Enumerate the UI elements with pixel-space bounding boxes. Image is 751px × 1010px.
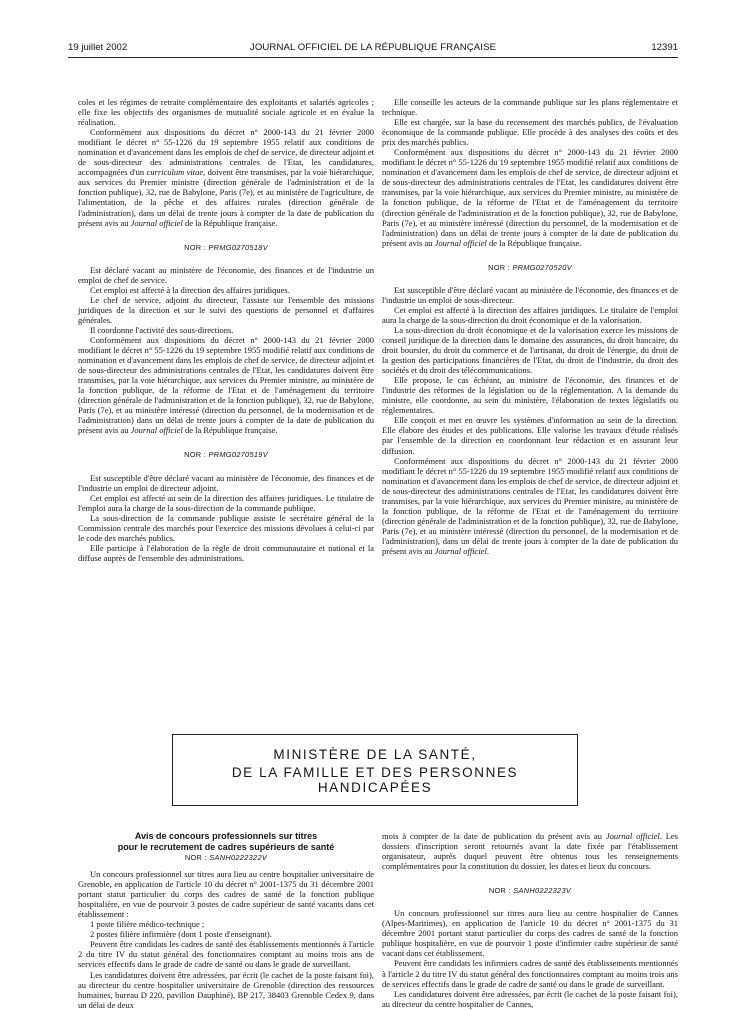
left-column: [78, 97, 374, 563]
paragraph: Un concours professionnel sur titres aura lieu au centre hospitalier de Cannes (Alpes-Maritimes), en application de l'article 10 du décret n° 2001-1375 du 31 décembre 2001 portant statut particulier du corps des cadres de santé de la fonction publique hospitalière, en vue de pourvoir 1 poste d'infirmier cadre supérieur de santé vacant dans cet établissement.: [382, 908, 678, 959]
nor-reference: NOR : SANH0222322V: [184, 853, 268, 862]
paragraph: Cet emploi est affecté au sein de la direction des affaires juridiques. Le titulaire de l'emploi aura la charge de la sous-direction de la commande publique.: [78, 492, 374, 513]
page-header: [68, 42, 678, 56]
right-column: [382, 97, 678, 556]
paragraph: Elle participe à l'élaboration de la règle de droit communautaire et national et la diffuse auprès de l'ensemble des administrations.: [78, 542, 374, 563]
notice-subtitle: pour le recrutement de cadres supérieurs de santé: [117, 842, 335, 852]
ministry-heading-box: [172, 734, 578, 806]
ministry-heading-line2: DE LA FAMILLE ET DES PERSONNES HANDICAPÉES: [231, 765, 519, 795]
paragraph: 2 postes filière infirmière (dont 1 poste d'enseignant).: [90, 929, 272, 940]
paragraph: coles et les régimes de retraite complémentaire des exploitants et salariés agricoles ; elle fixe les objectifs des organismes de mutualité sociale agricole et en évalue la réalisation.: [78, 97, 374, 128]
paragraph: Conformément aux dispositions du décret n° 2000-143 du 21 février 2000 modifiant le décret n° 55-1226 du 19 septembre 1955 modifié relatif aux conditions de nomination et d'avancement dans les emplois de chef de service, de directeur adjoint et de sous-directeur des administrations centrales de l'Etat, les candidatures doivent être transmises, par la voie hiérarchique, aux services du Premier ministre, au ministère de la fonction publique, de la réforme de l'Etat et de l'aménagement du territoire (direction générale de l'administration et de la fonction publique), 32, rue de Babylone, Paris (7e), et au ministère intéressé (direction du personnel, de la modernisation et de l'administration), dans un délai de trente jours à compter de la date de publication du présent avis au Journal officiel.: [382, 455, 678, 556]
paragraph: Conformément aux dispositions du décret n° 2000-143 du 21 février 2000 modifiant le décret n° 55-1226 du 19 septembre 1955 relatif aux conditions de nomination et d'avancement dans les emplois de chef de service, de directeur adjoint et de sous-directeur des administrations centrales de l'Etat, les candidatures, accompagnées d'un curriculum vitae, doivent être transmises, par la voie hiérarchique, aux services du Premier ministre (direction générale de l'administration et de la fonction publique), 32, rue de Babylone, Paris (7e), et au ministère de l'agriculture, de l'alimentation, de la pêche et des affaires rurales (direction générale de l'administration), dans un délai de trente jours à compter de la date de publication du présent avis au Journal officiel de la République française.: [78, 127, 375, 228]
nor-reference: NOR : SANH0222323V: [488, 886, 572, 896]
paragraph: Est susceptible d'être déclaré vacant au ministère de l'économie, des finances et de l'industrie un emploi de sous-directeur.: [382, 284, 678, 305]
paragraph: mois à compter de la date de publication du présent avis au Journal officiel. Les dossiers d'inscription seront retournés avant la date fixée par l'établissement organisateur, auprès duquel peuvent être obtenus tous les renseignements complémentaires pour la constitution du dossier, les dates et lieux du concours.: [382, 831, 678, 872]
nor-reference: NOR : PRMG0270519V: [184, 450, 268, 460]
bottom-left-column: [78, 831, 374, 1010]
paragraph: La sous-direction de la commande publique assiste le secrétaire général de la Commission centrale des marchés pour l'exercice des missions dévolues à celui-ci par le code des marchés publics.: [78, 512, 374, 543]
paragraph: Elle conseille les acteurs de la commande publique sur les plans réglementaire et technique.: [382, 97, 678, 118]
ministry-heading-line1: MINISTÈRE DE LA SANTÉ,: [273, 747, 477, 762]
paragraph: 1 poste filière médico-technique ;: [90, 919, 205, 930]
paragraph: Il coordonne l'activité des sous-directions.: [90, 324, 234, 335]
paragraph: Peuvent être candidats les infirmiers cadres de santé des établissements mentionnés à l'article 2 du titre IV du statut général des fonctionnaires comptant au moins trois ans de services effectifs dans le grade de cadre de santé ou dans le grade de surveillant.: [382, 958, 678, 989]
paragraph: Cet emploi est affecté à la direction des affaires juridiques.: [90, 284, 290, 295]
paragraph: Un concours professionnel sur titres aura lieu au centre hospitalier universitaire de Grenoble, en application de l'article 10 du décret n° 2001-1375 du 31 décembre 2001 portant statut particulier du corps des cadres de santé de la fonction publique hospitalière, en vue de pourvoir 3 postes de cadre supérieur de santé vacants dans cet établissement :: [78, 869, 374, 920]
paragraph: Peuvent être candidats les cadres de santé des établissements mentionnés à l'article 2 du titre IV du statut général des fonctionnaires comptant au moins trois ans de services effectifs dans le grade de cadre de santé ou dans le grade de surveillant.: [78, 939, 374, 970]
paragraph: Elle conçoit et met en œuvre les systèmes d'information au sein de la direction. Elle élabore des études et des publications. Elle valorise les travaux d'étude réalisés par l'ensemble de la direction en coordonnant leur rédaction et en assurant leur diffusion.: [382, 415, 678, 456]
paragraph: Elle est chargée, sur la base du recensement des marchés publics, de l'évaluation économique de la commande publique. Elle procède à des analyses des coûts et des prix des marchés publics.: [382, 117, 678, 148]
paragraph: Conformément aux dispositions du décret n° 2000-143 du 21 février 2000 modifiant le décret n° 55-1226 du 19 septembre 1955 modifié relatif aux conditions de nomination et d'avancement dans les emplois de chef de service, de directeur adjoint et de sous-directeur des administrations centrales de l'Etat, les candidatures doivent être transmises, par la voie hiérarchique, aux services du Premier ministre, au ministère de la fonction publique, de la réforme de l'Etat et de l'aménagement du territoire (direction générale de l'administration et de la fonction publique), 32, rue de Babylone, Paris (7e), et au ministère intéressé (direction du personnel, de la modernisation et de l'administration) dans un délai de trente jours à compter de la date de publication du présent avis au Journal officiel de la République française.: [382, 147, 678, 248]
header-title: JOURNAL OFFICIEL DE LA RÉPUBLIQUE FRANÇAISE: [249, 42, 497, 53]
paragraph: Les candidatures doivent être adressées, par écrit (le cachet de la poste faisant foi), au directeur du centre hospitalier de Cannes,: [382, 988, 678, 1009]
nor-reference: NOR : PRMG0270518V: [184, 242, 268, 252]
header-date: 19 juillet 2002: [68, 42, 128, 53]
paragraph: Conformément aux dispositions du décret n° 2000-143 du 21 février 2000 modifiant le décret n° 55-1226 du 19 septembre 1955 modifié relatif aux conditions de nomination et d'avancement dans les emplois de chef de service, de directeur adjoint et de sous-directeur des administrations centrales de l'Etat, les candidatures doivent être transmises, par la voie hiérarchique, aux services du Premier ministre, au ministère de la fonction publique, de la réforme de l'Etat et de l'aménagement du territoire (direction générale de l'administration et de la fonction publique), 32, rue de Babylone, Paris (7e), et au ministère intéressé (direction du personnel, de la modernisation et de l'administration) dans un délai de trente jours à compter de la date de publication du présent avis au Journal officiel de la République française.: [78, 334, 374, 436]
paragraph: Cet emploi est affecté à la direction des affaires juridiques. Le titulaire de l'emploi aura la charge de la sous-direction du droit économique et de la valorisation.: [382, 304, 678, 325]
header-page-number: 12391: [651, 42, 678, 53]
paragraph: Elle propose, le cas échéant, au ministre de l'économie, des finances et de l'industrie des réformes de la législation ou de la réglementation. A la demande du ministre, elle coordonne, au sein du ministère, l'élaboration de textes législatifs ou réglementaires.: [382, 375, 678, 416]
paragraph: Le chef de service, adjoint du directeur, l'assiste sur l'ensemble des missions juridiques de la direction et sur le suivi des questions de personnel et d'affaires générales.: [78, 294, 374, 325]
bottom-right-column: [382, 831, 678, 1009]
paragraph: Les candidatures doivent être adressées, par écrit (le cachet de la poste faisant foi), au directeur du centre hospitalier universitaire de Grenoble (direction des ressources humaines, bureau D 220, pavillon Dauphiné), BP 217, 38403 Grenoble Cedex 9, dans un délai de deux: [78, 969, 374, 1010]
nor-reference: NOR : PRMG0270520V: [488, 262, 572, 272]
notice-title: Avis de concours professionnels sur titres: [134, 831, 318, 841]
paragraph: Est déclaré vacant au ministère de l'économie, des finances et de l'industrie un emploi de chef de service.: [78, 264, 374, 285]
paragraph: Est susceptible d'être déclaré vacant au ministère de l'économie, des finances et de l'industrie un emploi de directeur adjoint.: [78, 472, 374, 493]
paragraph: La sous-direction du droit économique et de la valorisation exerce les missions de conseil juridique de la direction dans le domaine des assurances, du droit bancaire, du droit boursier, du droit du commerce et de l'artisanat, du droit de l'énergie, du droit de la gestion des participations financières de l'Etat, du droit de l'industrie, du droit des sociétés et du droit des télécommunications.: [382, 324, 678, 376]
header-rule: [68, 57, 678, 58]
